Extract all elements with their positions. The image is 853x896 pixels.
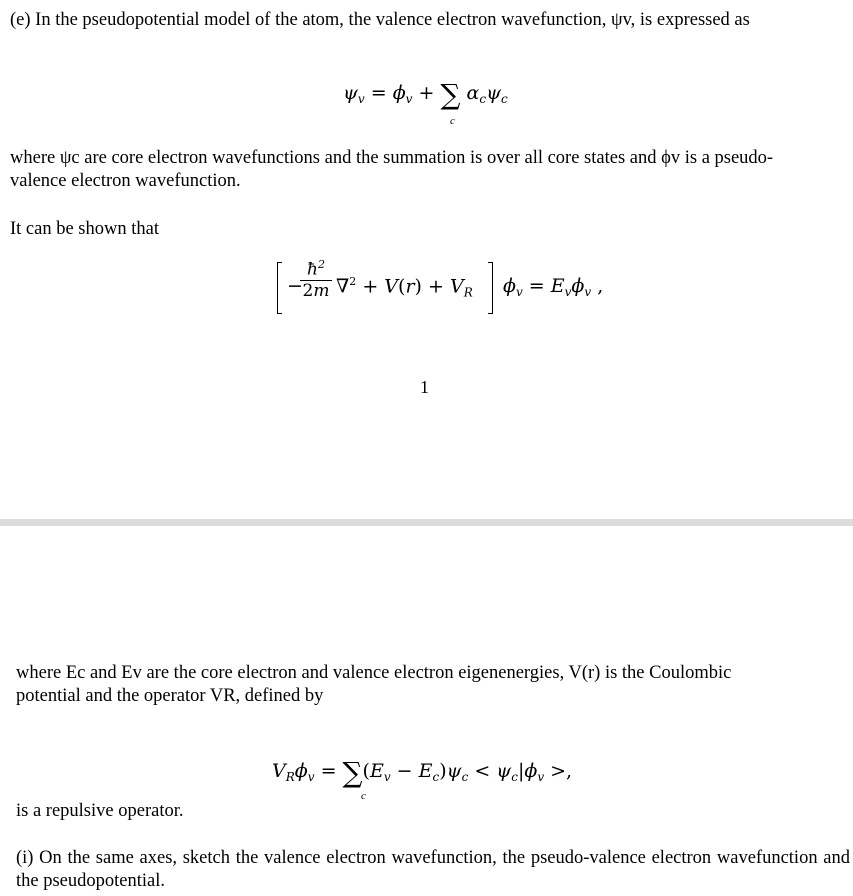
- shown-text: It can be shown that: [10, 219, 159, 239]
- page-divider: [0, 519, 853, 526]
- equation-eigen: $\phi_v = E_v\phi_v$ ,: [503, 275, 604, 299]
- question-i-text: (i) On the same axes, sketch the valence electron wavefunction, the pseudo-valence electron wavefunction and the pseudopotential.: [16, 848, 850, 891]
- sum-index-c-2: c: [361, 790, 366, 802]
- page-number: 1: [420, 377, 429, 397]
- left-bracket: [277, 262, 282, 314]
- where-core-text-2: valence electron wavefunction.: [10, 171, 241, 191]
- right-bracket: [488, 262, 493, 314]
- intro-text: (e) In the pseudopotential model of the atom, the valence electron wavefunction, ψv, is expressed as: [10, 10, 750, 30]
- where-energies-text-2: potential and the operator VR, defined by: [16, 686, 324, 706]
- equation-repulsive-operator: $V_R\phi_v = \sum(E_v - E_c)\psi_c < \psi_c|\phi_v$ >,: [272, 756, 573, 789]
- equation-hamiltonian: $\nabla^2 + V(r) + V_R$: [336, 275, 473, 300]
- equation-wavefunction: $\psi_v = \phi_v$ + ∑ $\alpha_c\psi_c$: [343, 78, 508, 111]
- minus-sign: −: [287, 275, 303, 297]
- where-core-text: where ψc are core electron wavefunctions and the summation is over all core states and ϕv is a pseudo-: [10, 148, 774, 168]
- repulsive-text: is a repulsive operator.: [16, 801, 184, 821]
- sum-index-c: c: [450, 115, 455, 127]
- fraction-hbar: $\frac{ħ^2}{2m}$: [300, 258, 332, 301]
- where-energies-text: where Ec and Ev are the core electron and valence electron eigenenergies, V(r) is the Coulombic: [16, 663, 732, 683]
